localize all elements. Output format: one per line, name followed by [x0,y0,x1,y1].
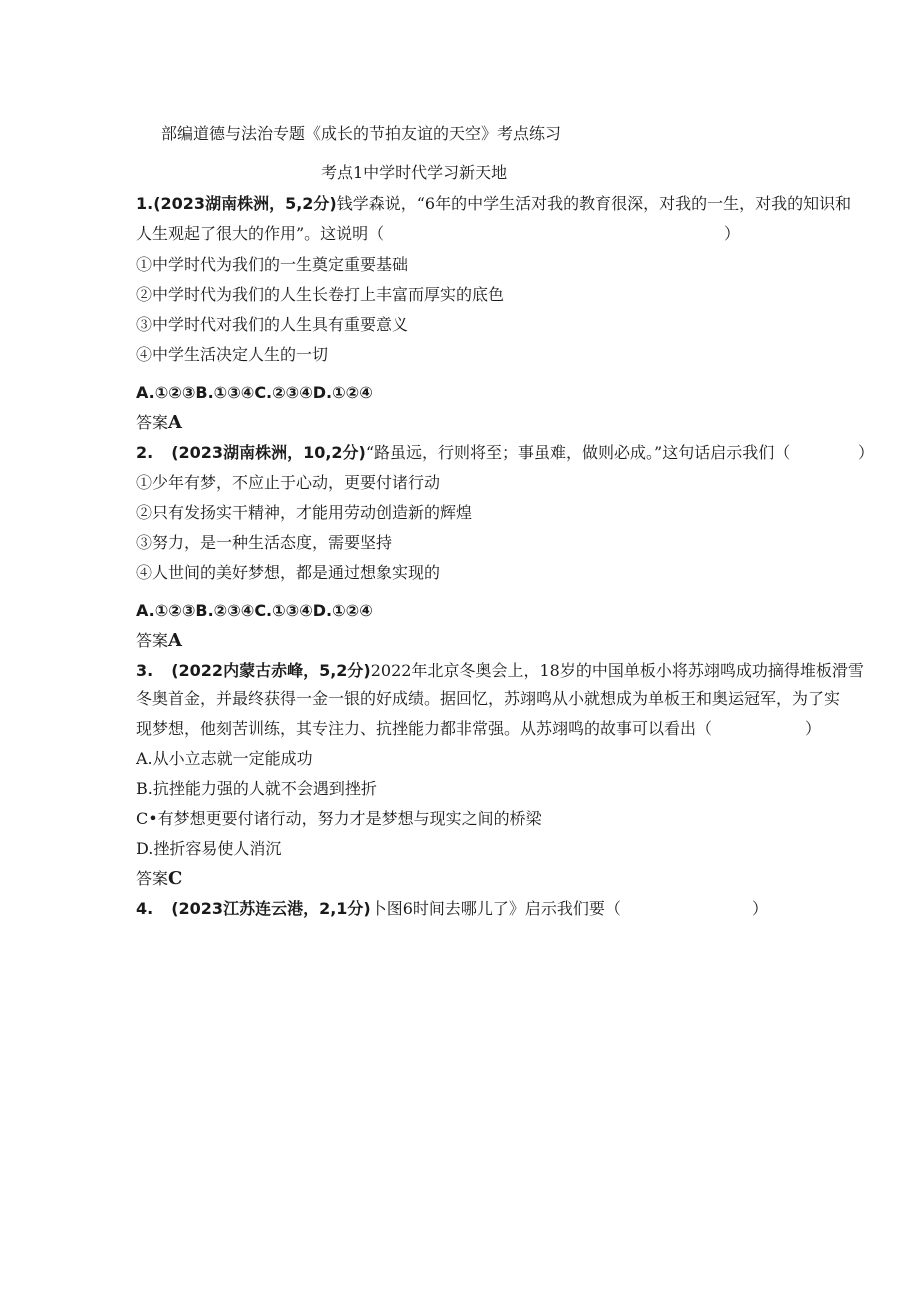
question-1-line-2 [136,223,384,245]
question-4-line-1 [136,898,621,920]
question-3-option-c: C•有梦想更要付诸行动，努力才是梦想与现实之间的桥梁 [136,809,542,828]
question-3-blank-close: ） [805,719,822,738]
question-2-answer-value: A [168,630,182,651]
document-title: 部编道德与法治专题《成长的节拍友谊的天空》考点练习 [161,124,562,143]
question-3-answer [136,868,182,890]
question-1-option-1: ①中学时代为我们的一生奠定重要基础 [136,255,409,274]
answer-label: 答案 [136,869,169,888]
question-1-option-3: ③中学时代对我们的人生具有重要意义 [136,315,409,334]
question-4-stem: 卜图6时间去哪儿了》启示我们要（ [370,899,621,918]
question-2-blank-close: ） [858,443,875,462]
question-3-answer-value: C [168,868,183,889]
answer-label: 答案 [136,631,169,650]
question-1-answer [136,412,182,434]
question-4-blank-close: ） [752,899,769,918]
question-4-number: 4. [136,899,154,918]
question-1-option-2: ②中学时代为我们的人生长卷打上丰富而厚实的底色 [136,285,505,304]
question-2-option-1: ①少年有梦，不应止于心动，更要付诸行动 [136,473,441,492]
answer-label: 答案 [136,413,169,432]
question-3-number: 3. [136,661,154,680]
question-3-source: (2022内蒙古赤峰，5,2分) [171,661,371,680]
question-2-choices: A.①②③B.②③④C.①③④D.①②④ [136,601,373,620]
question-3-line-3: 现梦想，他刻苦训练，其专注力、抗挫能力都非常强。从苏翊鸣的故事可以看出（ [136,719,713,738]
question-1-stem: 钱学森说，“6年的中学生活对我的教育很深，对我的一生，对我的知识和 [336,194,852,213]
question-1-line-1 [136,193,851,215]
question-2-answer [136,630,182,652]
question-3-option-a: A.从小立志就一定能成功 [136,749,313,768]
question-3-line-1 [136,660,864,682]
question-1-number: 1. [136,194,154,213]
question-3-line-2: 冬奥首金，并最终获得一金一银的好成绩。据回忆，苏翊鸣从小就想成为单板王和奥运冠军，为了实 [136,689,841,708]
question-2-line-1 [136,442,790,464]
question-1-choices: A.①②③B.①③④C.②③④D.①②④ [136,383,373,402]
question-2-stem: “路虽远，行则将至；事虽难，做则必成。”这句话启示我们（ [365,443,791,462]
question-1-stem: 人生观起了很大的作用”。这说明（ [136,224,385,243]
question-2-number: 2. [136,443,154,462]
question-2-source: (2023湖南株洲，10,2分) [171,443,366,462]
question-1-blank-close: ） [724,224,741,243]
question-1-source: (2023湖南株洲，5,2分) [153,194,337,213]
question-2-option-2: ②只有发扬实干精神，才能用劳动创造新的辉煌 [136,503,473,522]
question-1-option-4: ④中学生活决定人生的一切 [136,345,329,364]
question-3-stem: 2022年北京冬奥会上，18岁的中国单板小将苏翊鸣成功摘得堆板滑雪 [370,661,864,680]
question-2-option-3: ③努力，是一种生活态度，需要坚持 [136,533,393,552]
question-3-option-d: D.挫折容易使人消沉 [136,839,282,858]
section-heading: 考点1中学时代学习新天地 [321,163,508,182]
question-3-option-b: B.抗挫能力强的人就不会遇到挫折 [136,779,377,798]
question-4-source: (2023江苏连云港，2,1分) [171,899,371,918]
question-1-answer-value: A [168,412,182,433]
question-2-option-4: ④人世间的美好梦想，都是通过想象实现的 [136,563,441,582]
